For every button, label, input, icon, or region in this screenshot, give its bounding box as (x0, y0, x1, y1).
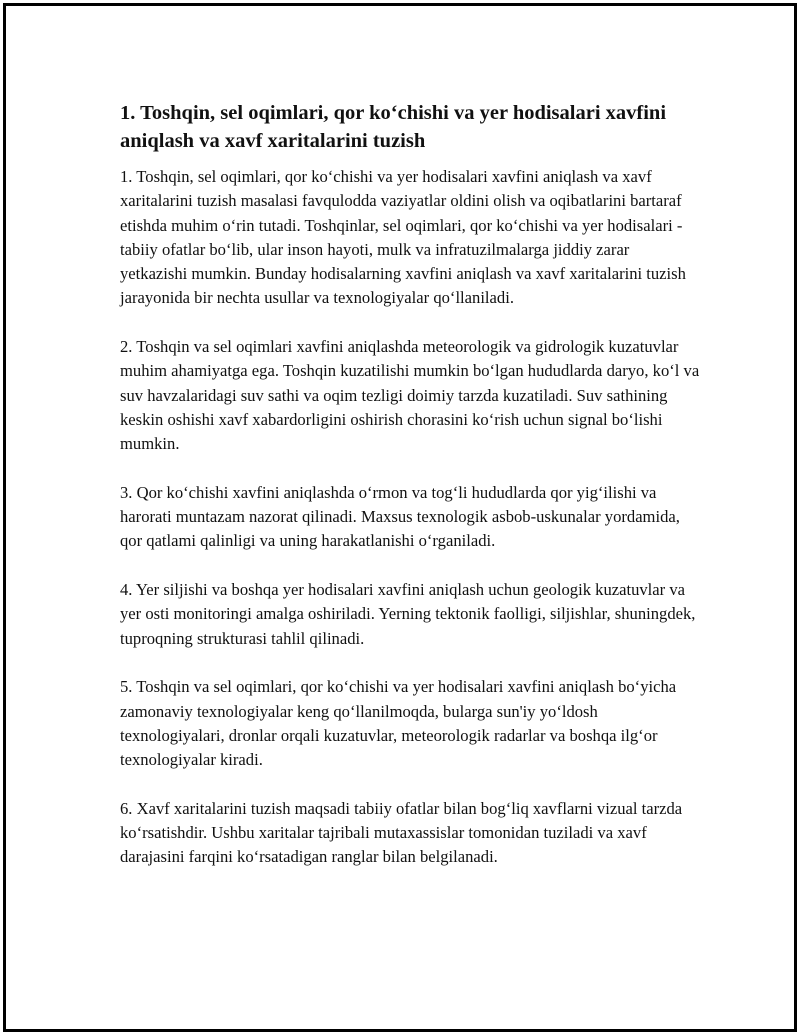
document-title: 1. Toshqin, sel oqimlari, qor ko‘chishi va yer hodisalari xavfini aniqlash va xavf xaritalarini tuzish (120, 102, 667, 152)
paragraph-1: 1. Toshqin, sel oqimlari, qor ko‘chishi va yer hodisalari xavfini aniqlash va xavf xaritalarini tuzish masalasi favqulodda vaziyatlar oldini olish va oqibatlarini bartaraf etishda muhim o‘rin tutadi. Toshqinlar, sel oqimlari, qor ko‘chishi va yer hodisalari - tabiiy ofatlar bo‘lib, ular inson hayoti, mulk va infratuzilmalarga jiddiy zarar yetkazishi mumkin. Bunday hodisalarning xavfini aniqlash va xavf xaritalarini tuzish jarayonida bir nechta usullar va texnologiyalar qo‘llaniladi. (120, 167, 686, 308)
paragraph-5: 5. Toshqin va sel oqimlari, qor ko‘chishi va yer hodisalari xavfini aniqlash bo‘yicha zamonaviy texnologiyalar keng qo‘llanilmoqda, bularga sun'iy yo‘ldosh texnologiyalari, dronlar orqali kuzatuvlar, meteorologik radarlar va boshqa ilg‘or texnologiyalar kiradi. (120, 677, 677, 770)
document-page (3, 3, 797, 1032)
paragraph-3: 3. Qor ko‘chishi xavfini aniqlashda o‘rmon va tog‘li hududlarda qor yig‘ilishi va harorati muntazam nazorat qilinadi. Maxsus texnologik asbob-uskunalar yordamida, qor qatlami qalinligi va uning harakatlanishi o‘rganiladi. (120, 482, 680, 551)
paragraph-2: 2. Toshqin va sel oqimlari xavfini aniqlashda meteorologik va gidrologik kuzatuvlar muhim ahamiyatga ega. Toshqin kuzatilishi mumkin bo‘lgan hududlarda daryo, ko‘l va suv havzalaridagi suv sathi va oqim tezligi doimiy tarzda kuzatiladi. Suv sathining keskin oshishi xavf xabardorligini oshirish chorasini ko‘rish uchun signal bo‘lishi mumkin. (120, 337, 700, 454)
paragraph-6: 6. Xavf xaritalarini tuzish maqsadi tabiiy ofatlar bilan bog‘liq xavflarni vizual tarzda ko‘rsatishdir. Ushbu xaritalar tajribali mutaxassislar tomonidan tuziladi va xavf darajasini farqini ko‘rsatadigan ranglar bilan belgilanadi. (120, 798, 683, 867)
paragraph-4: 4. Yer siljishi va boshqa yer hodisalari xavfini aniqlash uchun geologik kuzatuvlar va yer osti monitoringi amalga oshiriladi. Yerning tektonik faolligi, siljishlar, shuningdek, tuproqning strukturasi tahlil qilinadi. (120, 580, 696, 648)
document-body (120, 99, 700, 870)
